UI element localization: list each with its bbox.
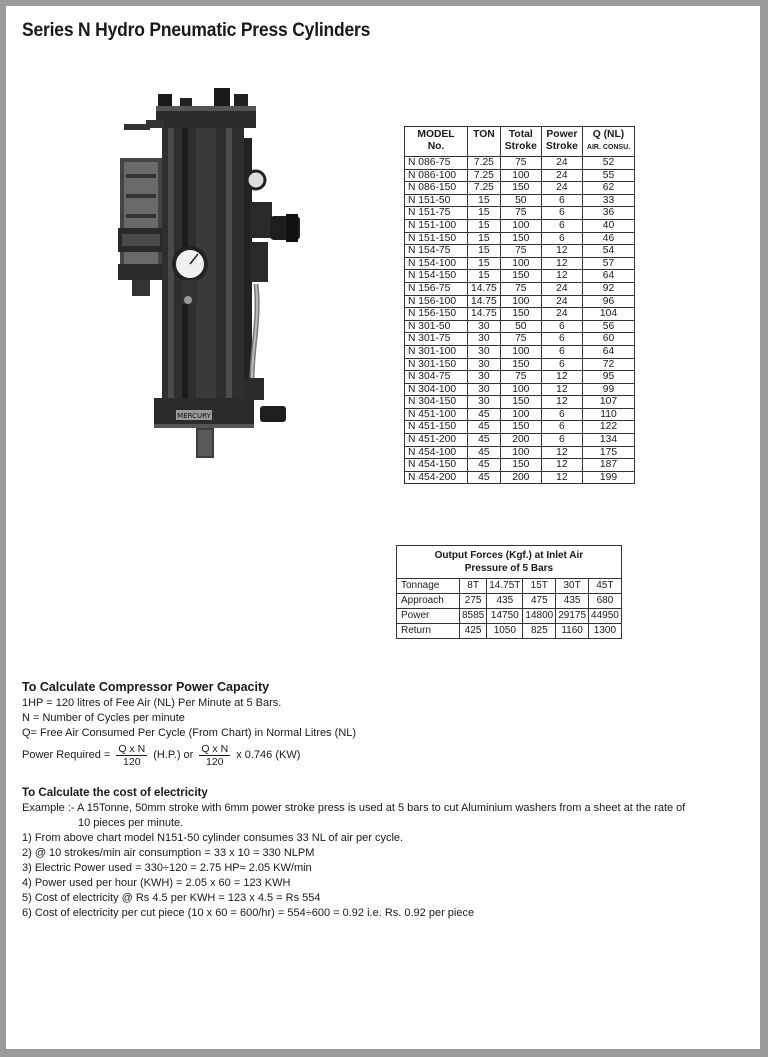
table-cell: 64 [582, 270, 634, 283]
header-line: Power [546, 129, 578, 140]
table-row [405, 207, 635, 220]
table-cell: 30 [468, 383, 501, 396]
table-cell: 100 [500, 169, 541, 182]
fraction [199, 743, 230, 768]
table-cell: 57 [582, 257, 634, 270]
table-cell: 435 [487, 594, 523, 609]
table-cell: 15 [468, 257, 501, 270]
example-line: 10 pieces per minute. [78, 817, 184, 829]
fraction-denominator: 120 [206, 756, 224, 768]
table-cell: 6 [541, 333, 582, 346]
table-cell: 1160 [556, 624, 589, 639]
list-item: 5) Cost of electricity @ Rs 4.5 per KWH = 123 x 4.5 = Rs 554 [22, 892, 321, 904]
page-title: Series N Hydro Pneumatic Press Cylinders [22, 20, 371, 41]
table-cell: N 454-150 [405, 459, 468, 472]
table-cell: 62 [582, 182, 634, 195]
table-cell: 40 [582, 219, 634, 232]
table-cell: 72 [582, 358, 634, 371]
header-line: TON [473, 129, 495, 140]
table-cell: 75 [500, 333, 541, 346]
table-cell: 6 [541, 320, 582, 333]
table-cell: 6 [541, 434, 582, 447]
table-cell: 12 [541, 471, 582, 484]
table-row [405, 282, 635, 295]
list-item: 3) Electric Power used = 330÷120 = 2.75 HP≈ 2.05 KW/min [22, 862, 312, 874]
table-cell: 45 [468, 459, 501, 472]
table-cell: 92 [582, 282, 634, 295]
table-cell: 1050 [487, 624, 523, 639]
table-cell: 15T [523, 579, 556, 594]
table-cell: 275 [460, 594, 487, 609]
table-cell: N 154-150 [405, 270, 468, 283]
compressor-line: 1HP = 120 litres of Fee Air (NL) Per Minute at 5 Bars. [22, 697, 282, 709]
table-cell: Approach [397, 594, 460, 609]
table-cell: 15 [468, 270, 501, 283]
table-row [405, 232, 635, 245]
table-cell: N 301-150 [405, 358, 468, 371]
table-cell: 100 [500, 219, 541, 232]
table-cell: 24 [541, 157, 582, 170]
table-cell: 12 [541, 245, 582, 258]
header-air-consumption [582, 127, 634, 157]
table-cell: 100 [500, 345, 541, 358]
table-cell: 199 [582, 471, 634, 484]
list-item: 6) Cost of electricity per cut piece (10 x 60 = 600/hr) = 554÷600 = 0.92 i.e. Rs. 0.92 per piece [22, 907, 475, 919]
table-cell: 36 [582, 207, 634, 220]
table-cell: 100 [500, 295, 541, 308]
table-row [405, 333, 635, 346]
cylinder-photo [110, 78, 300, 463]
table-cell: 435 [556, 594, 589, 609]
list-item: 4) Power used per hour (KWH) = 2.05 x 60 = 123 KWH [22, 877, 291, 889]
compressor-line: N = Number of Cycles per minute [22, 712, 185, 724]
table-cell: 60 [582, 333, 634, 346]
table-row [405, 396, 635, 409]
table-cell: 30 [468, 333, 501, 346]
table-cell: 15 [468, 207, 501, 220]
table-cell: 100 [500, 408, 541, 421]
table-cell: 12 [541, 459, 582, 472]
table-cell: 6 [541, 358, 582, 371]
table-cell: 6 [541, 345, 582, 358]
table-cell: 8T [460, 579, 487, 594]
table-cell: 150 [500, 270, 541, 283]
formula-mid: (H.P.) or [153, 749, 194, 761]
table-cell: 12 [541, 371, 582, 384]
table-cell: 30 [468, 320, 501, 333]
table-cell: 14.75 [468, 282, 501, 295]
table-cell: 7.25 [468, 182, 501, 195]
table-cell: 104 [582, 308, 634, 321]
table-row [405, 194, 635, 207]
table-cell: 95 [582, 371, 634, 384]
table-row [405, 245, 635, 258]
table-cell: 45 [468, 408, 501, 421]
table-cell: 75 [500, 157, 541, 170]
table-row [405, 383, 635, 396]
force-table [396, 545, 622, 639]
table-cell: 12 [541, 270, 582, 283]
table-cell: N 301-100 [405, 345, 468, 358]
table-cell: N 304-100 [405, 383, 468, 396]
table-cell: N 151-100 [405, 219, 468, 232]
table-cell: 29175 [556, 609, 589, 624]
table-row [405, 421, 635, 434]
table-cell: 24 [541, 169, 582, 182]
table-cell: 110 [582, 408, 634, 421]
table-cell: 45T [589, 579, 622, 594]
table-cell: N 086-100 [405, 169, 468, 182]
table-cell: 187 [582, 459, 634, 472]
table-cell: 15 [468, 232, 501, 245]
formula-lead: Power Required = [22, 749, 111, 761]
steps-list [22, 831, 750, 921]
table-row [405, 446, 635, 459]
caption-line: Output Forces (Kgf.) at Inlet Air [434, 550, 584, 561]
table-cell: 6 [541, 421, 582, 434]
table-row [397, 624, 622, 639]
table-cell: 64 [582, 345, 634, 358]
table-cell: N 156-150 [405, 308, 468, 321]
table-cell: 30T [556, 579, 589, 594]
table-cell: 45 [468, 471, 501, 484]
table-cell: 100 [500, 446, 541, 459]
table-cell: 14.75 [468, 295, 501, 308]
table-row [405, 219, 635, 232]
model-table [404, 126, 635, 484]
table-row [405, 157, 635, 170]
header-model [405, 127, 468, 157]
table-cell: 12 [541, 396, 582, 409]
table-row [405, 408, 635, 421]
compressor-line: Q= Free Air Consumed Per Cycle (From Chart) in Normal Litres (NL) [22, 727, 357, 739]
table-cell: 12 [541, 446, 582, 459]
table-cell: 150 [500, 396, 541, 409]
table-cell: 150 [500, 232, 541, 245]
table-cell: 12 [541, 383, 582, 396]
caption-line: Pressure of 5 Bars [464, 563, 554, 574]
table-row [405, 257, 635, 270]
table-cell: 44950 [589, 609, 622, 624]
header-ton [468, 127, 501, 157]
table-cell: 30 [468, 345, 501, 358]
table-cell: N 151-150 [405, 232, 468, 245]
fraction-numerator: Q x N [201, 743, 229, 755]
table-cell: N 451-150 [405, 421, 468, 434]
model-table-header [405, 127, 635, 157]
table-row [405, 471, 635, 484]
table-cell: N 454-100 [405, 446, 468, 459]
table-cell: Power [397, 609, 460, 624]
table-cell: 50 [500, 194, 541, 207]
table-row [405, 459, 635, 472]
table-cell: 14.75 [468, 308, 501, 321]
table-cell: 46 [582, 232, 634, 245]
table-cell: 6 [541, 232, 582, 245]
page [6, 6, 760, 1049]
header-line: Stroke [504, 141, 537, 152]
table-cell: N 301-75 [405, 333, 468, 346]
table-cell: 56 [582, 320, 634, 333]
table-cell: 6 [541, 194, 582, 207]
table-cell: 52 [582, 157, 634, 170]
power-formula [22, 743, 742, 768]
table-row [405, 270, 635, 283]
table-row [405, 169, 635, 182]
table-cell: N 154-100 [405, 257, 468, 270]
table-cell: 30 [468, 358, 501, 371]
table-cell: 14.75T [487, 579, 523, 594]
table-row [405, 434, 635, 447]
table-cell: 99 [582, 383, 634, 396]
table-cell: 24 [541, 295, 582, 308]
table-cell: N 151-75 [405, 207, 468, 220]
table-cell: N 086-75 [405, 157, 468, 170]
brand-plate: MERCURY [177, 412, 211, 420]
table-cell: 150 [500, 421, 541, 434]
table-cell: N 451-200 [405, 434, 468, 447]
model-table-body [405, 157, 635, 484]
table-cell: 45 [468, 446, 501, 459]
table-cell: N 304-75 [405, 371, 468, 384]
table-cell: 30 [468, 396, 501, 409]
table-cell: 100 [500, 383, 541, 396]
table-row [397, 594, 622, 609]
table-cell: 825 [523, 624, 556, 639]
header-line: AIR. CONSU. [586, 144, 631, 151]
fraction-numerator: Q x N [118, 743, 146, 755]
formula-tail: x 0.746 (KW) [236, 749, 301, 761]
table-row [405, 182, 635, 195]
table-cell: 12 [541, 257, 582, 270]
table-cell: N 454-200 [405, 471, 468, 484]
compressor-heading: To Calculate Compressor Power Capacity [22, 680, 270, 694]
table-row [405, 358, 635, 371]
force-table-caption [397, 546, 622, 579]
table-cell: N 156-75 [405, 282, 468, 295]
table-row [397, 609, 622, 624]
table-cell: 75 [500, 245, 541, 258]
electricity-section [22, 786, 750, 921]
table-cell: 680 [589, 594, 622, 609]
table-cell: N 156-100 [405, 295, 468, 308]
table-cell: 122 [582, 421, 634, 434]
table-cell: 6 [541, 219, 582, 232]
table-cell: 15 [468, 194, 501, 207]
table-row [405, 345, 635, 358]
table-cell: 50 [500, 320, 541, 333]
header-line: MODEL [417, 129, 455, 140]
table-cell: 24 [541, 282, 582, 295]
compressor-section [22, 680, 742, 768]
header-total-stroke [500, 127, 541, 157]
table-cell: 150 [500, 308, 541, 321]
table-row [405, 320, 635, 333]
electricity-heading: To Calculate the cost of electricity [22, 787, 208, 799]
table-cell: N 086-150 [405, 182, 468, 195]
table-row [405, 295, 635, 308]
table-cell: N 154-75 [405, 245, 468, 258]
table-cell: N 304-150 [405, 396, 468, 409]
list-item: 2) @ 10 strokes/min air consumption = 33 x 10 = 330 NLPM [22, 847, 315, 859]
table-cell: 150 [500, 459, 541, 472]
table-cell: 100 [500, 257, 541, 270]
header-line: Q (NL) [592, 129, 625, 140]
force-table-body [397, 579, 622, 639]
table-cell: 150 [500, 358, 541, 371]
table-cell: 7.25 [468, 157, 501, 170]
table-cell: 1300 [589, 624, 622, 639]
table-cell: 6 [541, 408, 582, 421]
table-cell: 425 [460, 624, 487, 639]
table-cell: 45 [468, 421, 501, 434]
table-row [405, 371, 635, 384]
table-cell: 54 [582, 245, 634, 258]
header-line: No. [427, 141, 445, 152]
fraction [116, 743, 147, 768]
table-cell: 15 [468, 219, 501, 232]
table-cell: 30 [468, 371, 501, 384]
table-cell: 15 [468, 245, 501, 258]
table-cell: 8585 [460, 609, 487, 624]
list-item: 1) From above chart model N151-50 cylinder consumes 33 NL of air per cycle. [22, 832, 404, 844]
table-cell: 24 [541, 182, 582, 195]
table-cell: 475 [523, 594, 556, 609]
table-cell: 14800 [523, 609, 556, 624]
table-cell: N 151-50 [405, 194, 468, 207]
table-cell: 6 [541, 207, 582, 220]
table-cell: 14750 [487, 609, 523, 624]
table-cell: 200 [500, 471, 541, 484]
table-cell: 55 [582, 169, 634, 182]
table-cell: 200 [500, 434, 541, 447]
fraction-denominator: 120 [123, 756, 141, 768]
table-row [397, 579, 622, 594]
header-line: Total [508, 129, 533, 140]
header-line: Stroke [545, 141, 578, 152]
table-cell: N 301-50 [405, 320, 468, 333]
table-cell: N 451-100 [405, 408, 468, 421]
table-cell: Return [397, 624, 460, 639]
table-cell: 7.25 [468, 169, 501, 182]
example-line: Example :- A 15Tonne, 50mm stroke with 6mm power stroke press is used at 5 bars to cut Aluminium washers from a sheet at the rate of [22, 802, 686, 814]
header-power-stroke [541, 127, 582, 157]
table-cell: 45 [468, 434, 501, 447]
table-cell: 96 [582, 295, 634, 308]
table-cell: 75 [500, 207, 541, 220]
table-cell: 150 [500, 182, 541, 195]
table-cell: 107 [582, 396, 634, 409]
table-cell: 75 [500, 371, 541, 384]
table-cell: 75 [500, 282, 541, 295]
table-cell: 24 [541, 308, 582, 321]
table-cell: 175 [582, 446, 634, 459]
table-cell: Tonnage [397, 579, 460, 594]
table-row [405, 308, 635, 321]
table-cell: 33 [582, 194, 634, 207]
table-cell: 134 [582, 434, 634, 447]
